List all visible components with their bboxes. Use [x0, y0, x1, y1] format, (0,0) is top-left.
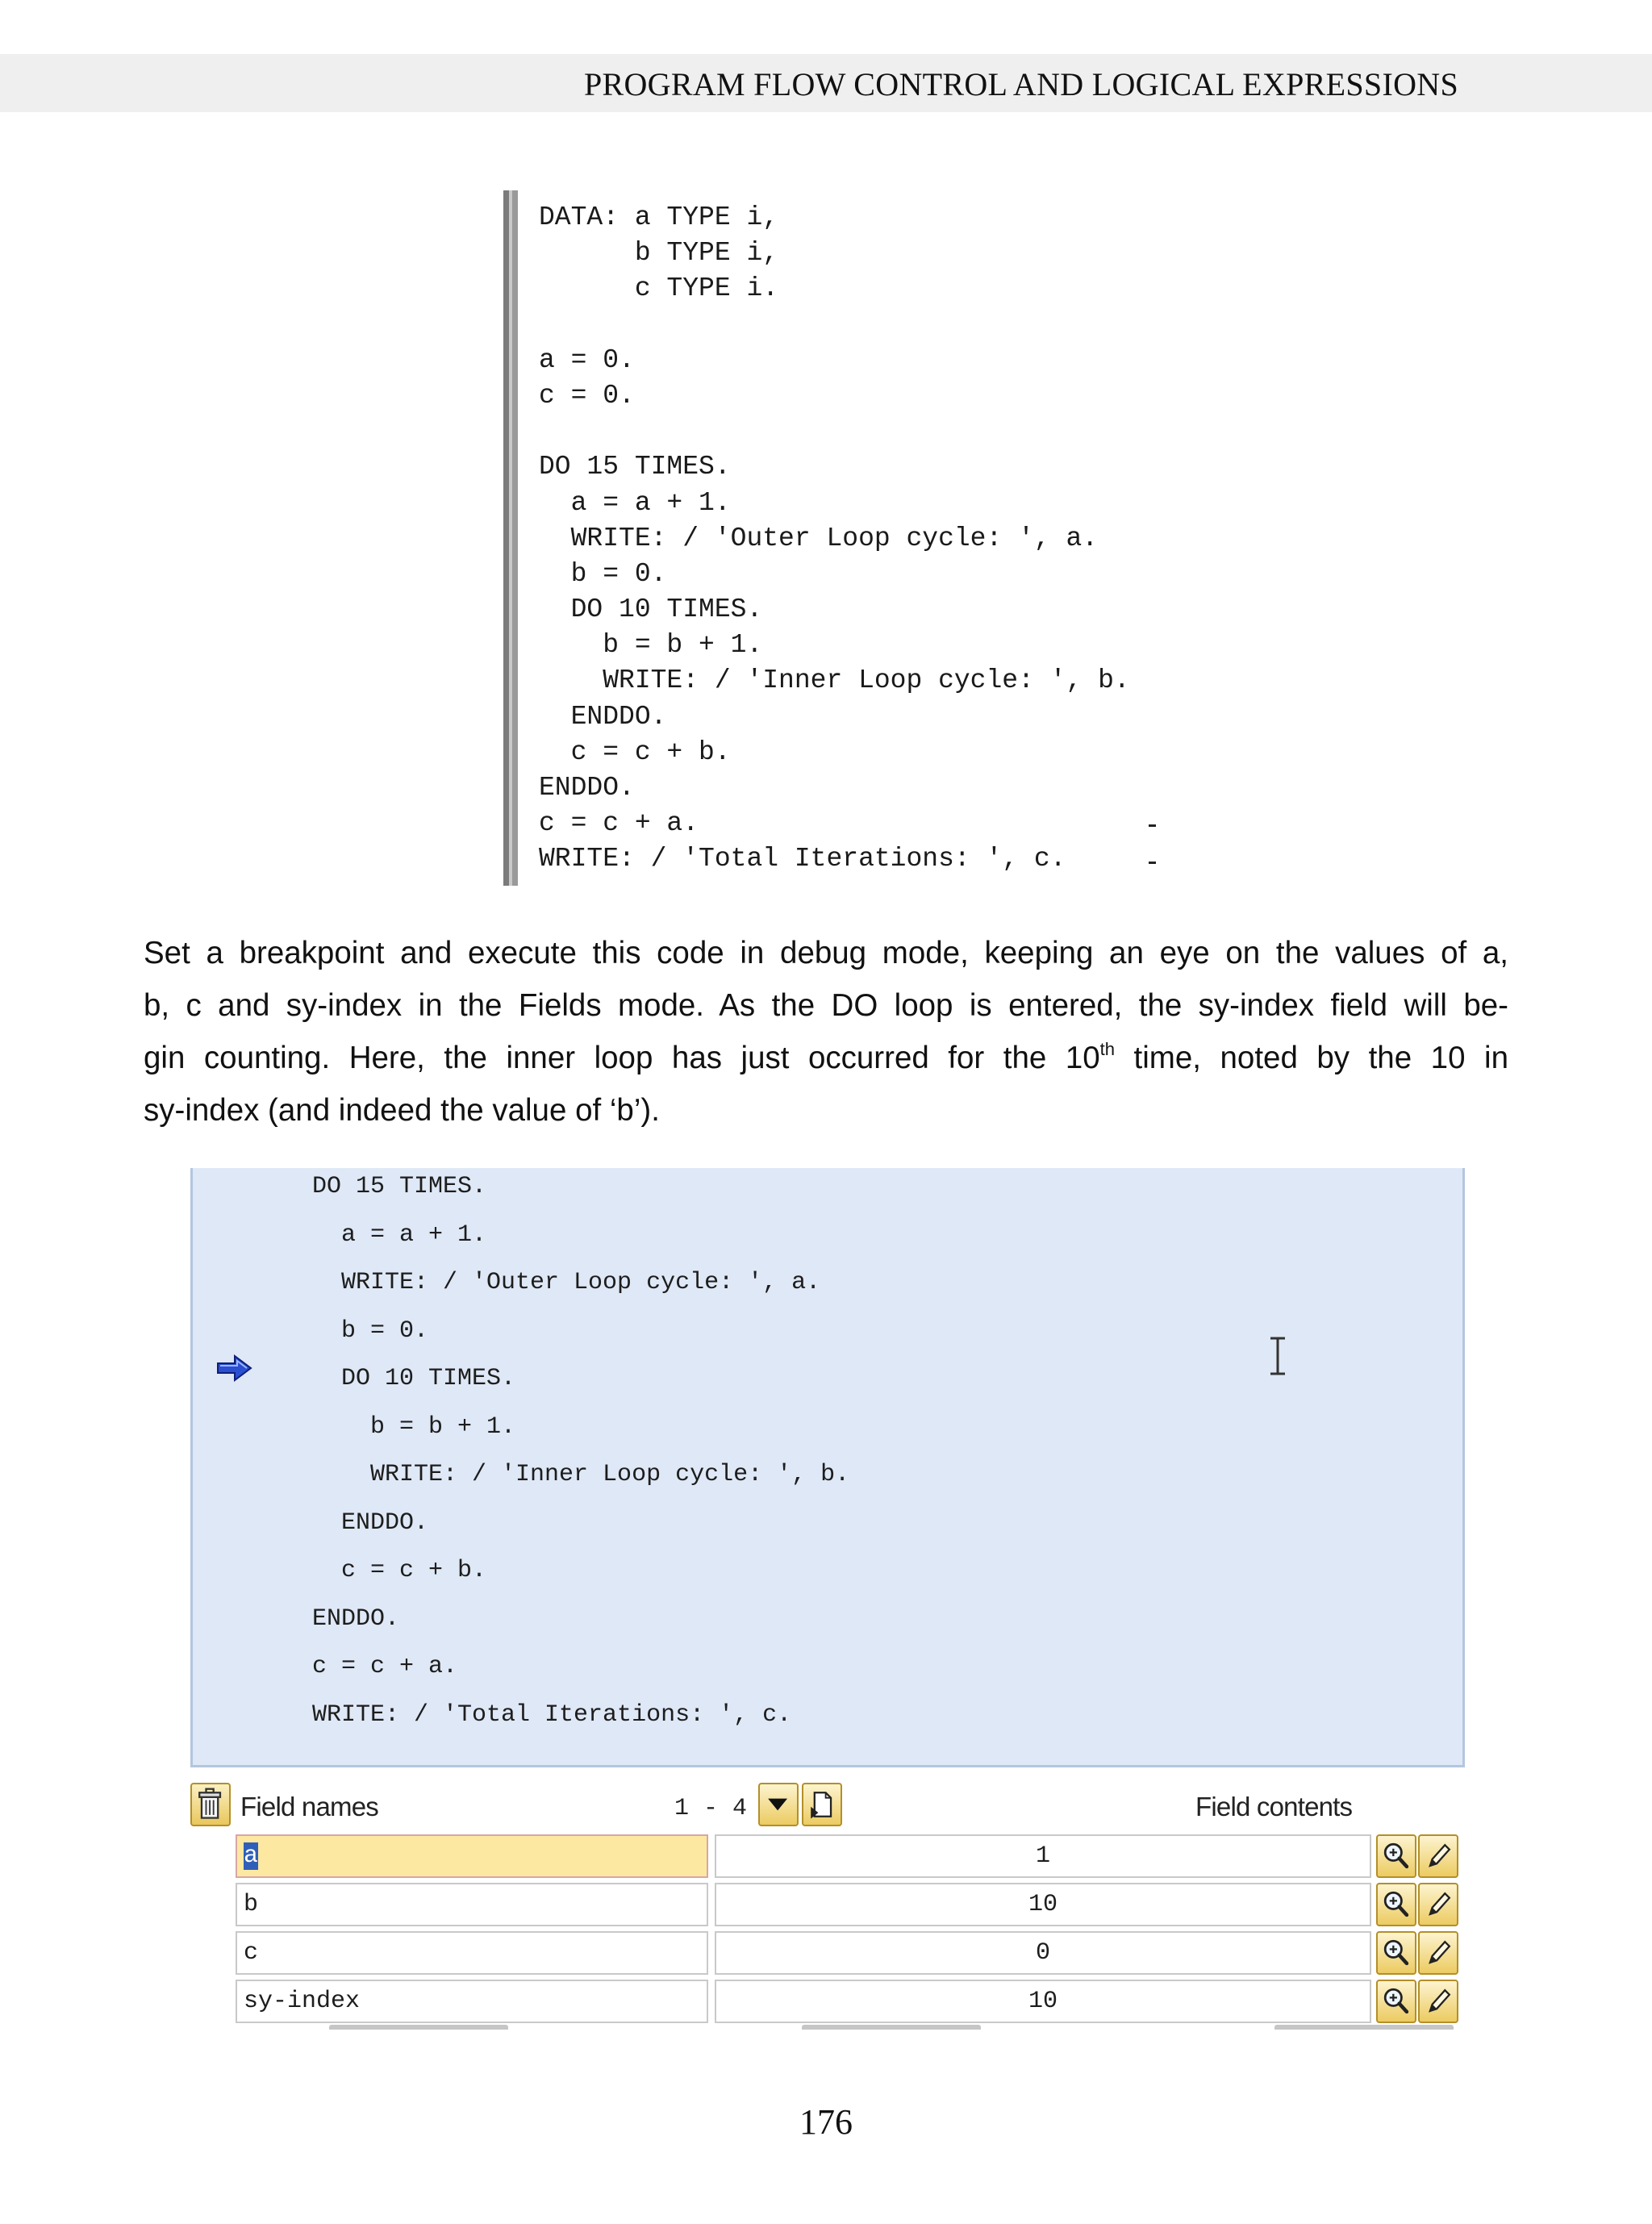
scroll-mark [1149, 824, 1156, 827]
code-line: b = b + 1. [539, 630, 763, 661]
edit-field-button[interactable] [1418, 1931, 1458, 1975]
superscript-th: th [1099, 1039, 1116, 1059]
magnifier-icon [1378, 1981, 1415, 2022]
cropped-button-edge [1274, 2025, 1454, 2030]
inspect-field-button[interactable] [1376, 1834, 1416, 1878]
debugger-code-line: b = 0. [312, 1316, 429, 1345]
field-names-label: Field names [240, 1792, 378, 1821]
field-range-text: 1 - 4 [674, 1795, 748, 1822]
debugger-code-line: DO 15 TIMES. [312, 1173, 487, 1200]
field-name-input[interactable]: c [236, 1931, 708, 1975]
paragraph-line: b, c and sy-index in the Fields mode. As the DO loop is entered, the sy-index field will be- [144, 988, 1508, 1023]
code-line [539, 307, 1168, 343]
fields-toolbar [190, 1780, 1460, 1828]
body-paragraph [144, 927, 1508, 1137]
code-line: a = 0. [539, 344, 635, 375]
code-line: c TYPE i. [539, 273, 779, 304]
code-line: ENDDO. [539, 701, 667, 732]
code-line: c = 0. [539, 380, 635, 411]
code-line: DO 10 TIMES. [539, 595, 763, 625]
code-line: b = 0. [539, 558, 667, 589]
field-name-text: a [244, 1842, 259, 1870]
pencil-icon [1420, 1981, 1457, 2022]
paragraph-line: Set a breakpoint and execute this code in debug mode, keeping an eye on the values of a, [144, 936, 1508, 970]
field-name-input[interactable] [236, 1834, 708, 1878]
code-line: ENDDO. [539, 773, 635, 803]
paragraph-line: sy-index (and indeed the value of ‘b’). [144, 1093, 660, 1128]
magnifier-icon [1378, 1836, 1415, 1876]
listing-margin-bar [503, 190, 518, 886]
scroll-mark [1149, 862, 1156, 864]
edit-field-button[interactable] [1418, 1883, 1458, 1926]
cropped-button-edge [329, 2025, 508, 2030]
code-line [539, 414, 1168, 449]
code-line: b TYPE i, [539, 238, 779, 269]
page-copy-icon [803, 1784, 841, 1825]
field-row [236, 1931, 1458, 1976]
code-line: WRITE: / 'Total Iterations: ', c. [539, 844, 1066, 874]
code-listing [503, 190, 1173, 886]
inspect-field-button[interactable] [1376, 1883, 1416, 1926]
delete-fields-button[interactable] [190, 1783, 231, 1826]
debugger-code-lines [312, 1163, 849, 1739]
code-line: DO 15 TIMES. [539, 452, 731, 482]
code-line: WRITE: / 'Inner Loop cycle: ', b. [539, 666, 1130, 696]
debugger-code-line: c = c + a. [312, 1653, 458, 1680]
pencil-icon [1420, 1836, 1457, 1876]
field-contents-label: Field contents [1195, 1792, 1353, 1821]
field-list-page-button[interactable] [802, 1783, 842, 1826]
field-value-cell[interactable]: 1 [715, 1834, 1371, 1878]
magnifier-icon [1378, 1884, 1415, 1925]
debugger-code-line: b = b + 1. [312, 1412, 516, 1441]
field-value-cell[interactable]: 0 [715, 1931, 1371, 1975]
field-list-dropdown-button[interactable] [758, 1783, 799, 1826]
magnifier-icon [1378, 1933, 1415, 1973]
edit-field-button[interactable] [1418, 1980, 1458, 2023]
field-name-input[interactable]: sy-index [236, 1980, 708, 2023]
text-cursor-icon [1266, 1336, 1290, 1376]
edit-field-button[interactable] [1418, 1834, 1458, 1878]
debugger-current-line: DO 10 TIMES. [312, 1365, 516, 1392]
pencil-icon [1420, 1933, 1457, 1973]
code-listing-lines [539, 200, 1168, 878]
field-row [236, 1834, 1458, 1880]
debugger-screenshot [184, 1168, 1471, 2030]
field-name-input[interactable]: b [236, 1883, 708, 1926]
inspect-field-button[interactable] [1376, 1980, 1416, 2023]
code-line: c = c + b. [539, 736, 731, 767]
debugger-code-line: ENDDO. [312, 1604, 400, 1633]
field-row [236, 1980, 1458, 2025]
running-title: PROGRAM FLOW CONTROL AND LOGICAL EXPRESSIONS [583, 66, 1458, 102]
inspect-field-button[interactable] [1376, 1931, 1416, 1975]
debugger-source-pane[interactable] [190, 1168, 1465, 1767]
code-line: DATA: a TYPE i, [539, 202, 779, 232]
debugger-code-line: WRITE: / 'Inner Loop cycle: ', b. [312, 1461, 850, 1488]
page-number: 176 [799, 2102, 853, 2142]
debugger-code-line: ENDDO. [312, 1508, 429, 1537]
paragraph-text: time, noted by the 10 in [1115, 1041, 1508, 1075]
paragraph-line [144, 1032, 1508, 1084]
paragraph-text: gin counting. Here, the inner loop has just occurred for the 10 [144, 1041, 1100, 1075]
debugger-code-line: WRITE: / 'Outer Loop cycle: ', a. [312, 1269, 821, 1296]
cropped-button-edge [802, 2025, 981, 2030]
code-line: a = a + 1. [539, 487, 731, 518]
current-statement-arrow-icon [215, 1354, 254, 1383]
debugger-code-line: a = a + 1. [312, 1220, 487, 1249]
triangle-down-icon [760, 1784, 797, 1825]
code-line: WRITE: / 'Outer Loop cycle: ', a. [539, 523, 1099, 553]
trash-icon [192, 1784, 229, 1825]
field-value-cell[interactable]: 10 [715, 1883, 1371, 1926]
field-value-cell[interactable]: 10 [715, 1980, 1371, 2023]
code-line: c = c + a. [539, 808, 699, 839]
debugger-code-line: c = c + b. [312, 1557, 487, 1584]
debugger-code-line: WRITE: / 'Total Iterations: ', c. [312, 1700, 792, 1729]
field-row [236, 1883, 1458, 1928]
pencil-icon [1420, 1884, 1457, 1925]
